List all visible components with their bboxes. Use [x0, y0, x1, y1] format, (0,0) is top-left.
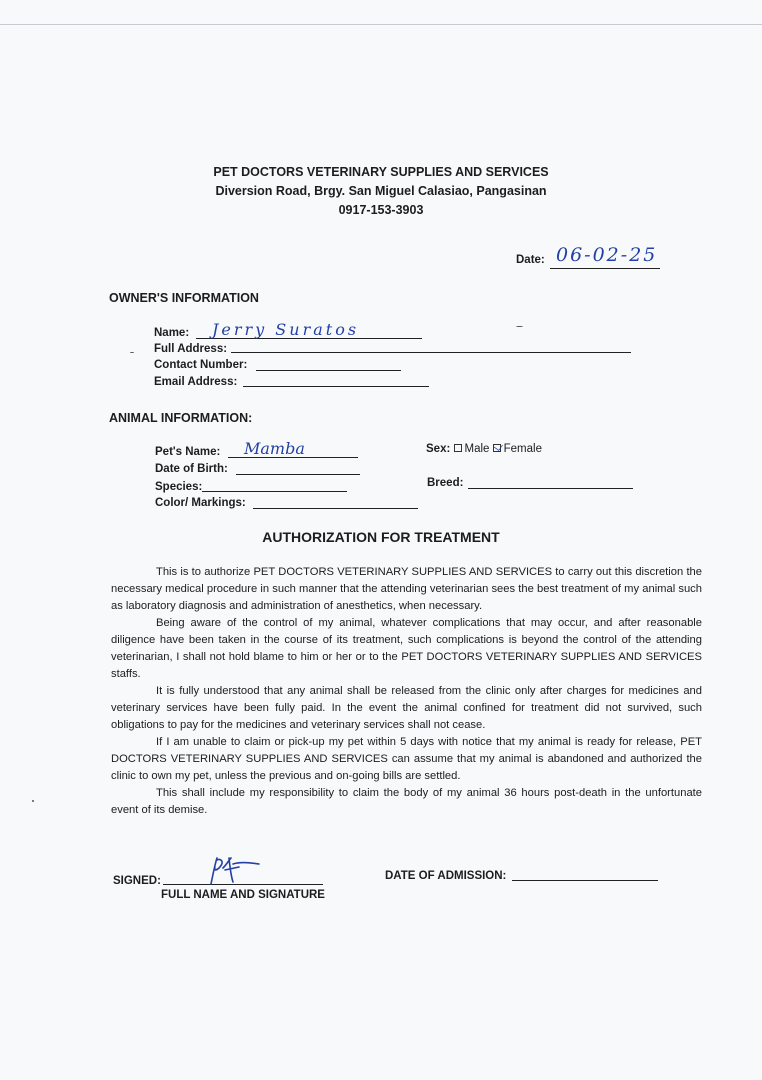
admission-date-label: DATE OF ADMISSION: [385, 870, 507, 882]
species-label: Species: [155, 481, 203, 493]
scan-edge-line [0, 24, 762, 25]
dob-line[interactable] [236, 474, 360, 475]
business-phone: 0917-153-3903 [338, 203, 424, 217]
sex-label: Sex: [426, 443, 451, 455]
scan-speck [516, 326, 523, 327]
scan-speck [130, 352, 134, 353]
owner-address-line[interactable] [231, 352, 631, 353]
authorization-paragraph: Being aware of the control of my animal, whatever complications that may occur, and after reasonable diligence have been taken in the course of its treatment, such complications is beyond the control of the attending veterinarian, I shall not hold blame to him or her or to the PET DOCTORS VETERINARY SUPPLIES AND SERVICES staffs. [111, 617, 702, 680]
pet-name-value[interactable]: Mamba [244, 439, 305, 458]
authorization-title: AUTHORIZATION FOR TREATMENT [262, 529, 500, 545]
date-label: Date: [516, 254, 545, 266]
authorization-paragraph: If I am unable to claim or pick-up my pet within 5 days with notice that my animal is ready for release, PET DOCTORS VETERINARY SUPPLIES AND SERVICES can assume that my animal is abandoned and authorized the clinic to own my pet, unless the previous and on-going bills are settled. [111, 736, 702, 782]
authorization-paragraph: This is to authorize PET DOCTORS VETERINARY SUPPLIES AND SERVICES to carry out this discretion the necessary medical procedure in such manner that the attending veterinarian sees the best treatment of my animal such as laboratory diagnosis and administration of anesthetics, when necessary. [111, 566, 702, 612]
date-value[interactable]: 06-02-25 [556, 244, 658, 266]
animal-section-title: ANIMAL INFORMATION: [109, 411, 253, 425]
authorization-body [111, 564, 702, 819]
pet-name-label: Pet's Name: [155, 446, 221, 458]
owner-name-value[interactable]: Jerry Suratos [212, 320, 360, 339]
owner-email-label: Email Address: [154, 376, 238, 388]
female-checkbox[interactable] [493, 444, 501, 452]
species-line[interactable] [202, 491, 347, 492]
owner-contact-label: Contact Number: [154, 359, 248, 371]
date-line [550, 268, 660, 269]
scan-speck [32, 800, 34, 802]
business-address: Diversion Road, Brgy. San Miguel Calasiao, Pangasinan [215, 184, 547, 198]
owner-address-label: Full Address: [154, 343, 228, 355]
admission-date-line[interactable] [512, 880, 658, 881]
business-name: PET DOCTORS VETERINARY SUPPLIES AND SERVICES [213, 165, 549, 179]
owner-contact-line[interactable] [256, 370, 401, 371]
breed-label: Breed: [427, 477, 464, 489]
male-checkbox[interactable] [454, 444, 462, 452]
authorization-paragraph: It is fully understood that any animal shall be released from the clinic only after charges for medicines and veterinary services have been fully paid. In the event the animal confined for treatment did not survived, such obligations to pay for the medicines and veterinary services shall not cease. [111, 685, 702, 731]
signed-label: SIGNED: [113, 875, 161, 887]
male-option-label: Male [464, 443, 490, 455]
color-label: Color/ Markings: [155, 497, 246, 509]
dob-label: Date of Birth: [155, 463, 228, 475]
owner-section-title: OWNER'S INFORMATION [109, 291, 259, 305]
female-option-label: Female [503, 443, 542, 455]
signature-caption: FULL NAME AND SIGNATURE [161, 889, 325, 901]
color-line[interactable] [253, 508, 418, 509]
owner-email-line[interactable] [243, 386, 429, 387]
sex-field [426, 443, 542, 455]
handwritten-signature [203, 854, 263, 888]
owner-name-label: Name: [154, 327, 190, 339]
breed-line[interactable] [468, 488, 633, 489]
authorization-paragraph: This shall include my responsibility to claim the body of my animal 36 hours post-death in the unfortunate event of its demise. [111, 787, 702, 816]
